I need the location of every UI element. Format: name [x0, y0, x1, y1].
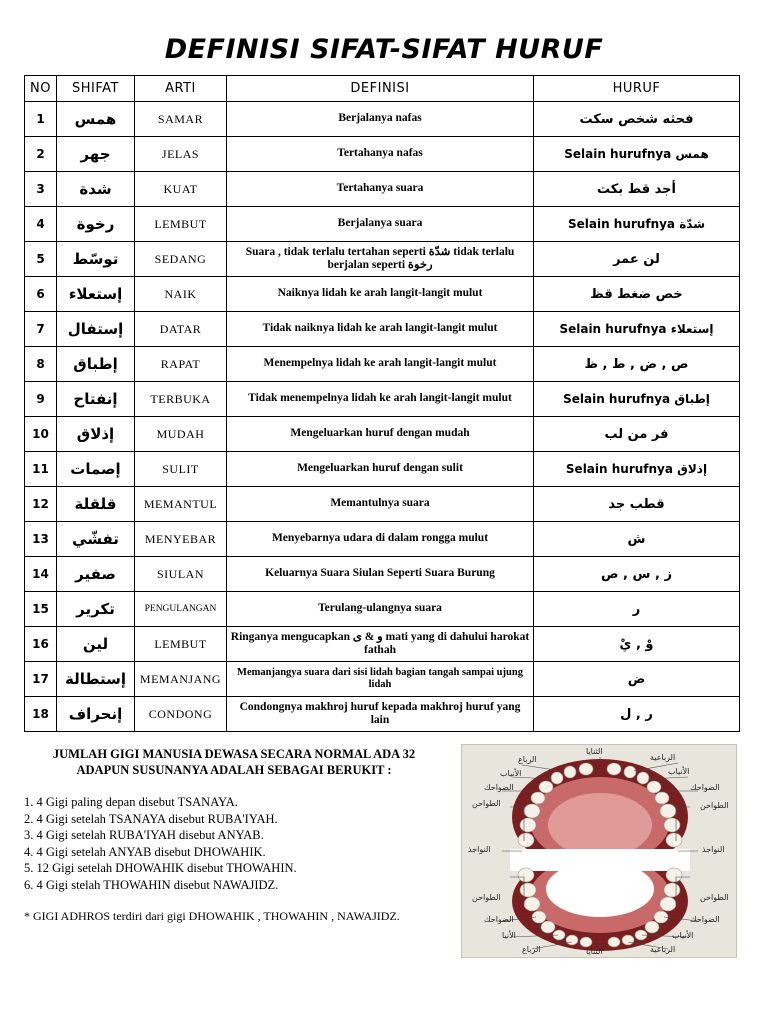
table-row [25, 207, 740, 242]
list-item: 1. 4 Gigi paling depan disebut TSANAYA. [24, 795, 238, 809]
cell-arti: TERBUKA [135, 382, 227, 417]
cell-definisi: Naiknya lidah ke arah langit-langit mulut [227, 277, 534, 312]
teeth-notes [24, 746, 444, 924]
cell-shifat: إنفتاح [57, 382, 135, 417]
table-row [25, 487, 740, 522]
cell-huruf: Selain hurufnya إطباق [534, 382, 740, 417]
table-row [25, 312, 740, 347]
cell-no: 2 [25, 137, 57, 172]
cell-shifat: إستطالة [57, 662, 135, 697]
list-item: 3. 4 Gigi setelah RUBA'IYAH disebut ANYAB. [24, 828, 264, 842]
cell-definisi: Condongnya makhroj huruf kepada makhroj huruf yang lain [227, 697, 534, 732]
label-anyab-top-right: الأنياب [668, 767, 690, 776]
cell-definisi: Tertahanya nafas [227, 137, 534, 172]
cell-definisi: Tidak menempelnya lidah ke arah langit-langit mulut [227, 382, 534, 417]
cell-shifat: تفشّي [57, 522, 135, 557]
label-anyab-bottom-left: الأنيا [502, 931, 516, 940]
table-row [25, 382, 740, 417]
cell-definisi: Keluarnya Suara Siulan Seperti Suara Burung [227, 557, 534, 592]
cell-no: 6 [25, 277, 57, 312]
cell-arti: MENYEBAR [135, 522, 227, 557]
cell-definisi: Memanjangya suara dari sisi lidah bagian tangah sampai ujung lidah [227, 662, 534, 697]
cell-no: 11 [25, 452, 57, 487]
cell-arti: LEMBUT [135, 207, 227, 242]
cell-definisi: Berjalanya suara [227, 207, 534, 242]
sifat-table [24, 75, 740, 732]
cell-no: 13 [25, 522, 57, 557]
cell-huruf: ر [534, 592, 740, 627]
cell-shifat: إطباق [57, 347, 135, 382]
cell-arti: LEMBUT [135, 627, 227, 662]
label-dhowahik-top-right: الضواحك [690, 783, 720, 792]
cell-shifat: إصمات [57, 452, 135, 487]
label-nawajidz-right: النواجذ [702, 845, 725, 854]
label-tsanaya-top: الثنايا [586, 747, 603, 756]
table-row [25, 627, 740, 662]
table-row [25, 522, 740, 557]
label-anyab-bottom-right: الأنياب [672, 931, 694, 940]
cell-no: 15 [25, 592, 57, 627]
teeth-list [24, 794, 444, 893]
cell-no: 17 [25, 662, 57, 697]
cell-shifat: إنحراف [57, 697, 135, 732]
cell-shifat: إذلاق [57, 417, 135, 452]
cell-shifat: تكرير [57, 592, 135, 627]
table-row [25, 417, 740, 452]
table-row [25, 137, 740, 172]
cell-huruf: Selain hurufnya شدّة [534, 207, 740, 242]
cell-arti: MEMANTUL [135, 487, 227, 522]
cell-definisi: Berjalanya nafas [227, 102, 534, 137]
notes-heading-1: JUMLAH GIGI MANUSIA DEWASA SECARA NORMAL ADA 32 [52, 747, 416, 761]
cell-definisi: Mengeluarkan huruf dengan sulit [227, 452, 534, 487]
cell-huruf: فحثه شخص سكت [534, 102, 740, 137]
header-huruf: HURUF [534, 76, 740, 102]
cell-shifat: رخوة [57, 207, 135, 242]
cell-arti: JELAS [135, 137, 227, 172]
cell-shifat: إستعلاء [57, 277, 135, 312]
header-no: NO [25, 76, 57, 102]
cell-huruf: خص ضغط قظ [534, 277, 740, 312]
cell-shifat: شدة [57, 172, 135, 207]
cell-shifat: لين [57, 627, 135, 662]
cell-arti: KUAT [135, 172, 227, 207]
table-header-row [25, 76, 740, 102]
cell-huruf: ش [534, 522, 740, 557]
notes-heading-2: ADAPUN SUSUNANYA ADALAH SEBAGAI BERUKIT : [76, 763, 392, 777]
list-item: 5. 12 Gigi setelah DHOWAHIK disebut THOWAHIN. [24, 861, 297, 875]
cell-no: 18 [25, 697, 57, 732]
table-row [25, 697, 740, 732]
label-thowahin-bottom-right: الطواحن [700, 893, 729, 902]
cell-huruf: Selain hurufnya همس [534, 137, 740, 172]
cell-arti: RAPAT [135, 347, 227, 382]
cell-shifat: همس [57, 102, 135, 137]
cell-definisi: Menempelnya lidah ke arah langit-langit mulut [227, 347, 534, 382]
header-shifat: SHIFAT [57, 76, 135, 102]
cell-definisi: Memantulnya suara [227, 487, 534, 522]
cell-huruf: ض [534, 662, 740, 697]
cell-shifat: قلقلة [57, 487, 135, 522]
cell-huruf: قطب جد [534, 487, 740, 522]
cell-no: 7 [25, 312, 57, 347]
cell-arti: MEMANJANG [135, 662, 227, 697]
cell-arti: SAMAR [135, 102, 227, 137]
label-thowahin-top-right: الطواحن [700, 801, 729, 810]
cell-arti: DATAR [135, 312, 227, 347]
cell-no: 16 [25, 627, 57, 662]
table-row [25, 452, 740, 487]
list-item: 6. 4 Gigi stelah THOWAHIN disebut NAWAJIDZ. [24, 877, 279, 892]
label-rubaiyah-bottom: الرباعية [650, 945, 676, 954]
cell-no: 1 [25, 102, 57, 137]
label-rubaiyah-top: الرباعية [650, 753, 676, 762]
cell-huruf: ر , ل [534, 697, 740, 732]
label-tsanaya-bottom: الثنايا [586, 947, 603, 956]
table-row [25, 347, 740, 382]
cell-huruf: Selain hurufnya إستعلاء [534, 312, 740, 347]
cell-huruf: ز , س , ص [534, 557, 740, 592]
list-item: 4. 4 Gigi setelah ANYAB disebut DHOWAHIK. [24, 844, 266, 859]
cell-arti: NAIK [135, 277, 227, 312]
label-thowahin-bottom-left: الطواحن [472, 893, 501, 902]
cell-definisi: Menyebarnya udara di dalam rongga mulut [227, 522, 534, 557]
cell-definisi: Terulang-ulangnya suara [227, 592, 534, 627]
label-ruba-top: الرباع [518, 755, 537, 764]
page-title: DEFINISI SIFAT-SIFAT HURUF [164, 34, 604, 65]
cell-definisi: Tidak naiknya lidah ke arah langit-langit mulut [227, 312, 534, 347]
header-arti: ARTI [135, 76, 227, 102]
label-ruba-bottom: الرباع [522, 945, 541, 954]
cell-definisi: Ringanya mengucapkan و & ى mati yang di dahului harokat fathah [227, 627, 534, 662]
cell-huruf: أجد قط بكت [534, 172, 740, 207]
cell-arti: SIULAN [135, 557, 227, 592]
table-row [25, 172, 740, 207]
cell-arti: SEDANG [135, 242, 227, 277]
list-item: 2. 4 Gigi setelah TSANAYA disebut RUBA'IYAH. [24, 811, 278, 826]
cell-no: 9 [25, 382, 57, 417]
header-definisi: DEFINISI [227, 76, 534, 102]
label-dhowahik-top-left: الضواحك [484, 783, 514, 792]
cell-no: 10 [25, 417, 57, 452]
cell-huruf: فر من لب [534, 417, 740, 452]
teeth-diagram [461, 744, 737, 958]
table-row [25, 277, 740, 312]
label-anyab-top-left: الأنياب [500, 769, 522, 778]
label-thowahin-top-left: الطواحن [472, 799, 501, 808]
table-row [25, 557, 740, 592]
cell-arti: PENGULANGAN [135, 592, 227, 627]
table-row [25, 662, 740, 697]
cell-shifat: توسّط [57, 242, 135, 277]
cell-definisi: Tertahanya suara [227, 172, 534, 207]
table-row [25, 592, 740, 627]
label-dhowahik-bottom-right: الضواحك [690, 915, 720, 924]
table-row [25, 242, 740, 277]
cell-no: 12 [25, 487, 57, 522]
cell-arti: MUDAH [135, 417, 227, 452]
cell-huruf: وْ , يْ [534, 627, 740, 662]
label-dhowahik-bottom-left: الضواحك [484, 915, 514, 924]
cell-huruf: Selain hurufnya إذلاق [534, 452, 740, 487]
cell-definisi: Suara , tidak terlalu tertahan seperti شدّة tidak terlalu berjalan seperti رخوة [227, 242, 534, 277]
table-row [25, 102, 740, 137]
cell-definisi: Mengeluarkan huruf dengan mudah [227, 417, 534, 452]
notes-footnote: * GIGI ADHROS terdiri dari gigi DHOWAHIK , THOWAHIN , NAWAJIDZ. [24, 909, 400, 923]
cell-no: 8 [25, 347, 57, 382]
cell-arti: CONDONG [135, 697, 227, 732]
cell-huruf: لن عمر [534, 242, 740, 277]
cell-shifat: جهر [57, 137, 135, 172]
cell-no: 4 [25, 207, 57, 242]
cell-arti: SULIT [135, 452, 227, 487]
cell-no: 3 [25, 172, 57, 207]
cell-huruf: ص , ض , ط , ظ [534, 347, 740, 382]
cell-no: 14 [25, 557, 57, 592]
cell-no: 5 [25, 242, 57, 277]
cell-shifat: صفير [57, 557, 135, 592]
label-nawajidz-left: النواجذ [468, 845, 491, 854]
cell-shifat: إستفال [57, 312, 135, 347]
